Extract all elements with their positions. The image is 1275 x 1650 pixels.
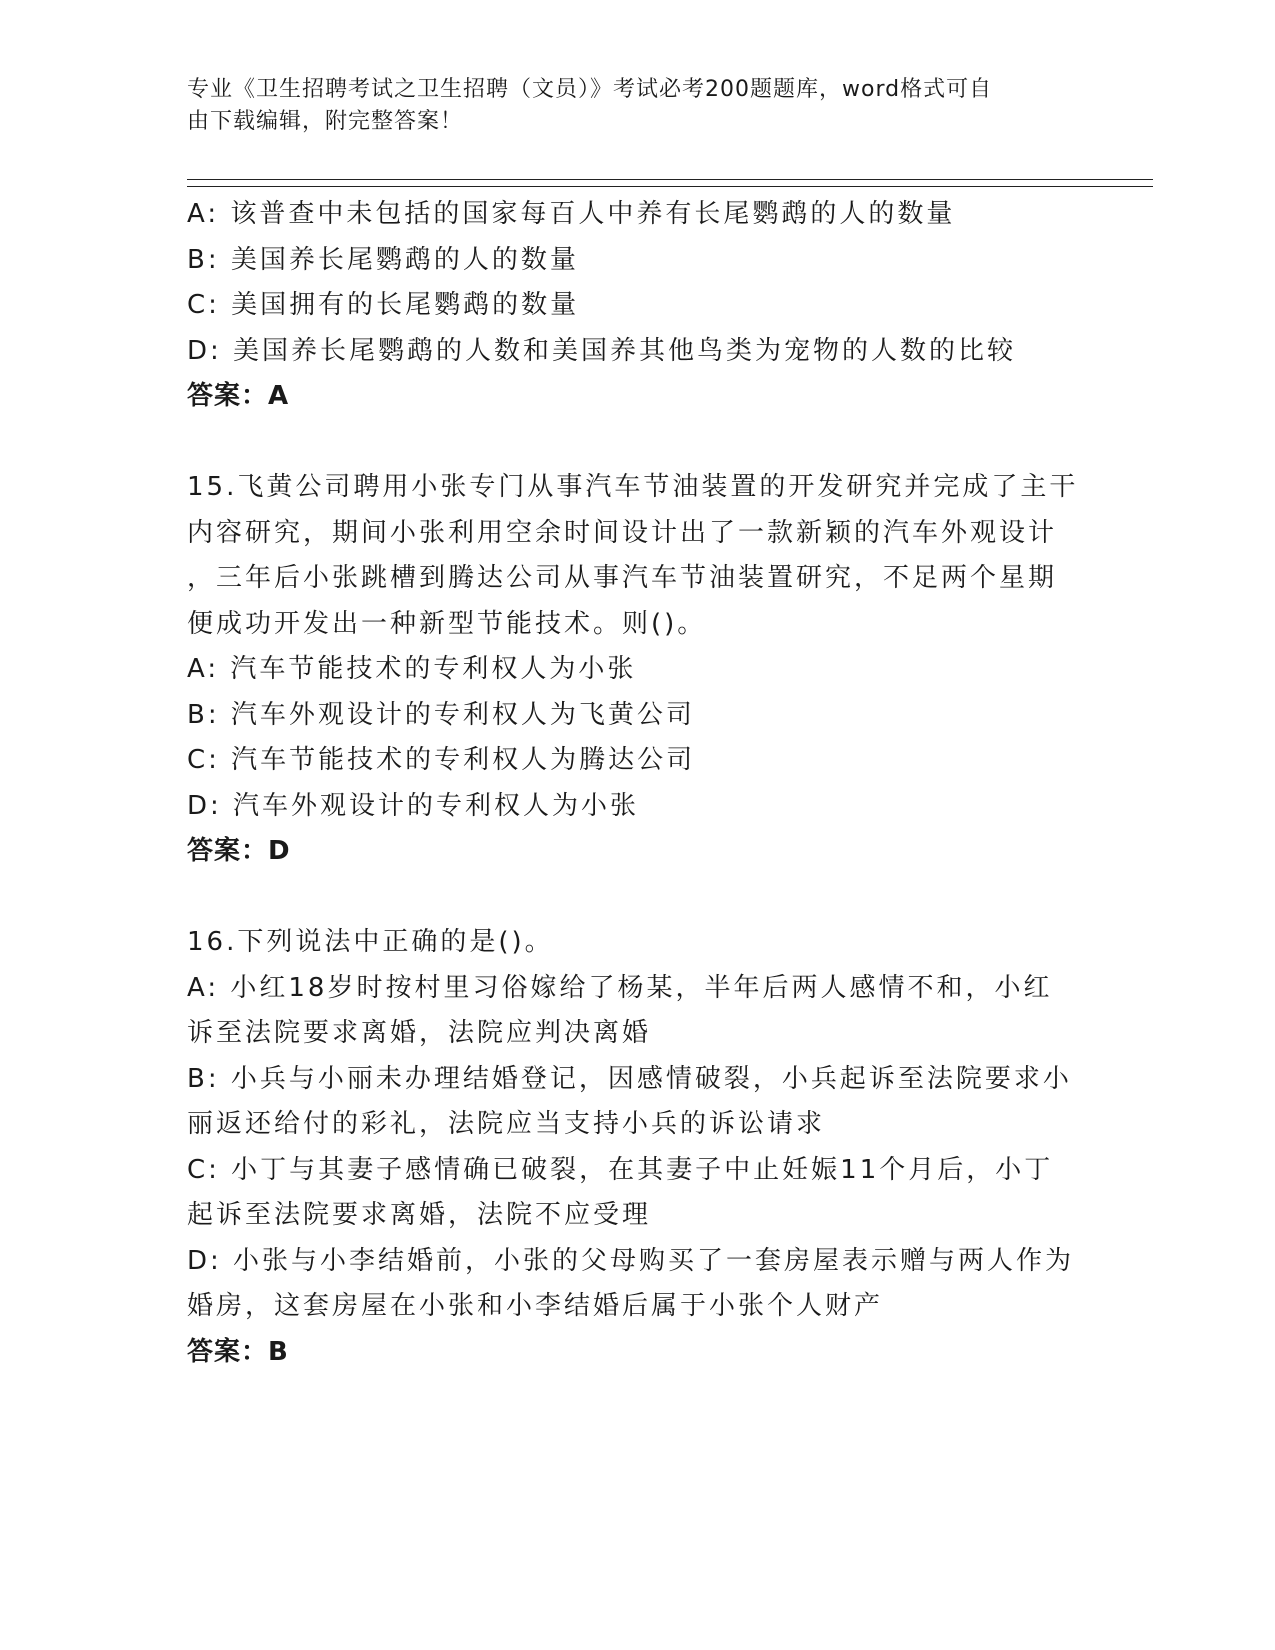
answer-line: 答案：D: [187, 836, 291, 866]
option-a: A: 小红18岁时按村里习俗嫁给了杨某，半年后两人感情不和，小红: [187, 972, 1053, 1003]
header-line-1: 专业《卫生招聘考试之卫生招聘（文员）》考试必考200题题库，word格式可自: [187, 77, 993, 102]
question-stem-line: 内容研究，期间小张利用空余时间设计出了一款新颖的汽车外观设计: [187, 517, 1058, 548]
spacer: [187, 420, 1087, 466]
option-d: D: 美国养长尾鹦鹉的人数和美国养其他鸟类为宠物的人数的比较: [187, 335, 1017, 366]
option-d: D: 小张与小李结婚前，小张的父母购买了一套房屋表示赠与两人作为: [187, 1245, 1075, 1276]
question-stem-line: 16.下列说法中正确的是()。: [187, 927, 554, 957]
answer-line: 答案：B: [187, 1336, 289, 1367]
header-divider-bottom: [187, 186, 1153, 187]
question-14: [187, 192, 1087, 420]
question-stem-line: ，三年后小张跳槽到腾达公司从事汽车节油装置研究，不足两个星期: [187, 563, 1058, 593]
option-c: C: 美国拥有的长尾鹦鹉的数量: [187, 290, 580, 320]
option-b: B: 汽车外观设计的专利权人为飞黄公司: [187, 699, 695, 730]
document-header: [187, 74, 1067, 138]
question-stem-line: 便成功开发出一种新型节能技术。则()。: [187, 608, 707, 639]
answer-line: 答案：A: [187, 381, 290, 411]
option-c: C: 汽车节能技术的专利权人为腾达公司: [187, 745, 696, 775]
question-stem-line: 15.飞黄公司聘用小张专门从事汽车节油装置的开发研究并完成了主干: [187, 472, 1079, 502]
header-line-2: 由下载编辑，附完整答案！: [187, 109, 464, 134]
option-a: A: 该普查中未包括的国家每百人中养有长尾鹦鹉的人的数量: [187, 199, 956, 229]
option-b: B: 美国养长尾鹦鹉的人的数量: [187, 244, 579, 275]
option-d-continued: 婚房，这套房屋在小张和小李结婚后属于小张个人财产: [187, 1291, 884, 1321]
option-a-continued: 诉至法院要求离婚，法院应判决离婚: [187, 1018, 652, 1048]
option-b: B: 小兵与小丽未办理结婚登记，因感情破裂，小兵起诉至法院要求小: [187, 1063, 1072, 1094]
option-d: D: 汽车外观设计的专利权人为小张: [187, 790, 640, 821]
option-c: C: 小丁与其妻子感情确已破裂，在其妻子中止妊娠11个月后，小丁: [187, 1154, 1054, 1185]
question-15: [187, 465, 1087, 875]
option-b-continued: 丽返还给付的彩礼，法院应当支持小兵的诉讼请求: [187, 1109, 826, 1139]
option-c-continued: 起诉至法院要求离婚，法院不应受理: [187, 1200, 652, 1230]
header-divider-top: [187, 179, 1153, 180]
option-a: A: 汽车节能技术的专利权人为小张: [187, 654, 637, 684]
spacer: [187, 875, 1087, 921]
question-16: [187, 920, 1087, 1375]
question-content: [187, 192, 1087, 1375]
